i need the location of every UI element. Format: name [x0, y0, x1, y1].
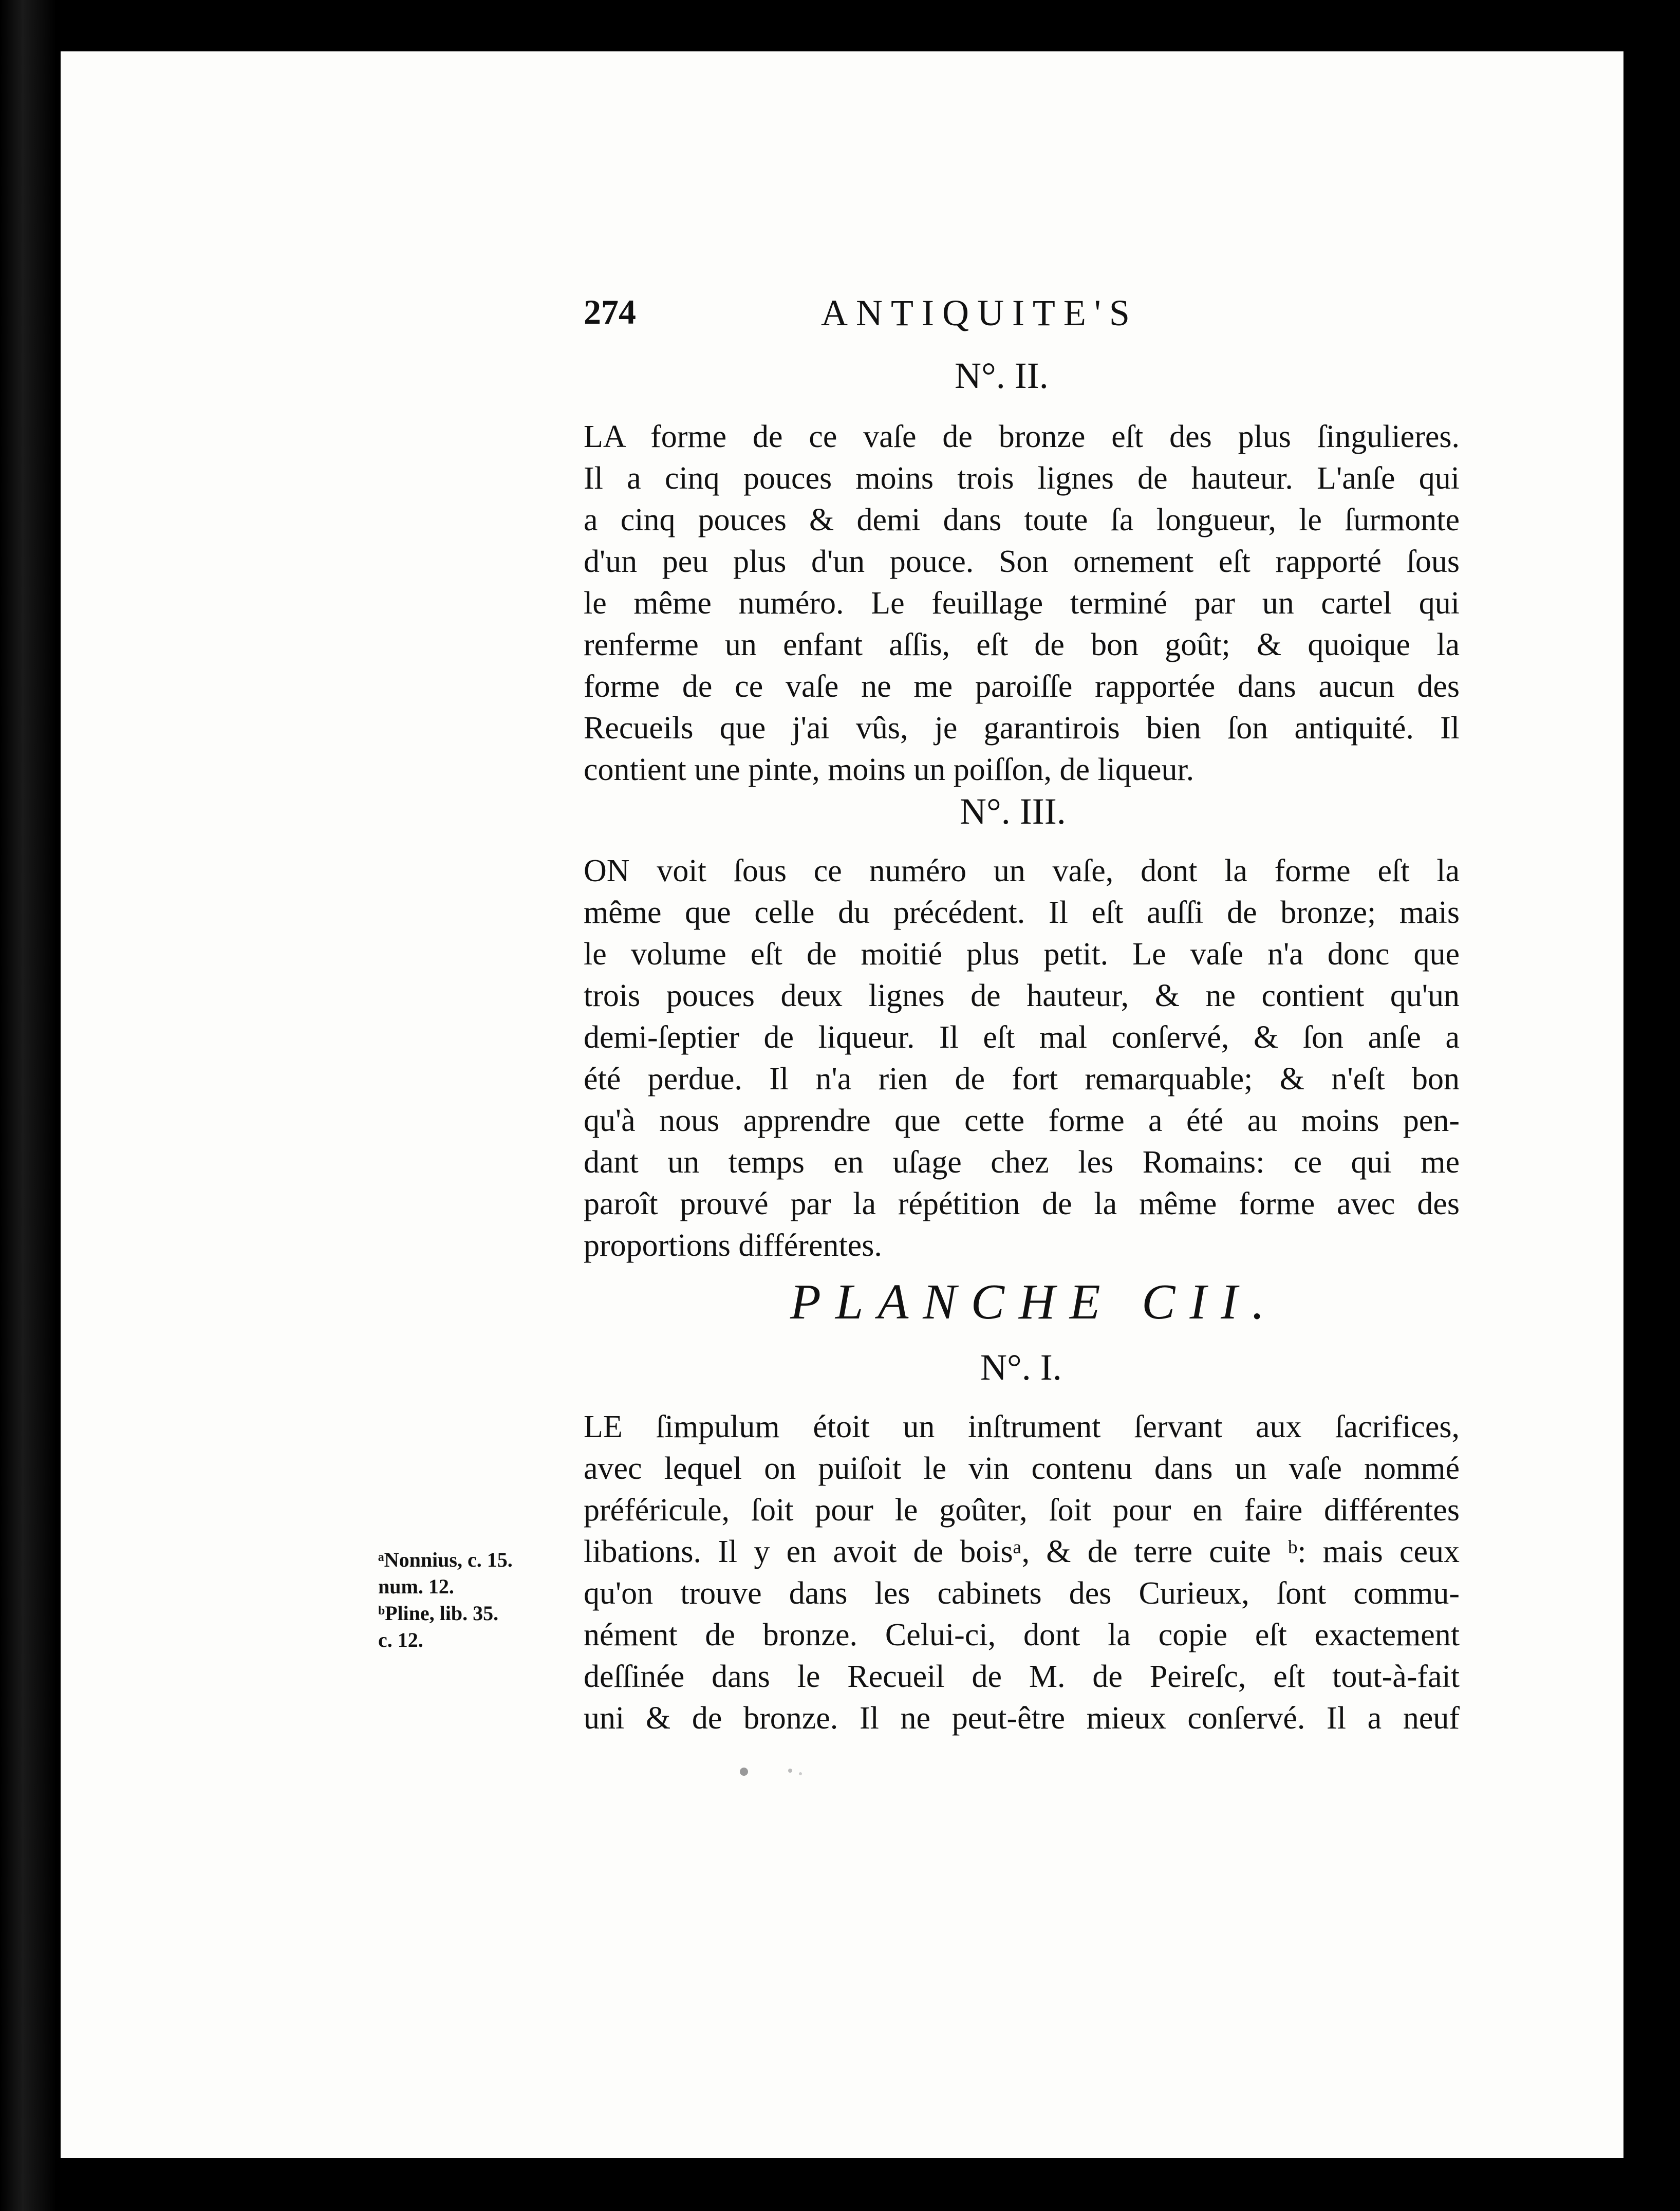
text-line: dant un temps en uſage chez les Romains: ce qui me — [584, 1145, 1460, 1180]
blot-graphic — [729, 1761, 821, 1782]
text-line: été perdue. Il n'a rien de fort remarquable; & n'eſt bon — [584, 1062, 1460, 1097]
text-line: LE ſimpulum étoit un inſtrument ſervant aux ſacrifices, — [584, 1409, 1460, 1444]
text-line: le même numéro. Le feuillage terminé par un cartel qui — [584, 586, 1460, 621]
text-line: demi-ſeptier de liqueur. Il eſt mal conſervé, & ſon anſe a — [584, 1020, 1460, 1055]
margin-note: c. 12. — [378, 1628, 423, 1651]
margin-note: num. 12. — [378, 1575, 454, 1598]
section-heading-no3: N°. III. — [960, 791, 1066, 832]
paragraph-no1 — [584, 1406, 1460, 1739]
page-number: 274 — [584, 292, 636, 331]
section-heading-no1: N°. I. — [980, 1347, 1062, 1388]
text-line: proportions différentes. — [584, 1228, 882, 1263]
text-line: forme de ce vaſe ne me paroiſſe rapportée dans aucun des — [584, 669, 1460, 704]
text-line: avec lequel on puiſoit le vin contenu dans un vaſe nommé — [584, 1451, 1460, 1486]
text-line: nément de bronze. Celui-ci, dont la copie eſt exactement — [584, 1618, 1460, 1652]
margin-note: ᵇPline, lib. 35. — [378, 1602, 499, 1625]
text-line: a cinq pouces & demi dans toute ſa longueur, le ſurmonte — [584, 503, 1460, 537]
page-header — [61, 292, 1623, 333]
running-head: ANTIQUITE'S — [821, 292, 1138, 333]
text-line: qu'à nous apprendre que cette forme a été au moins pen- — [584, 1103, 1460, 1138]
paragraph-no2 — [584, 416, 1460, 791]
text-line: uni & de bronze. Il ne peut-être mieux conſervé. Il a neuf — [584, 1701, 1460, 1736]
text-line: contient une pinte, moins un poiſſon, de liqueur. — [584, 752, 1194, 787]
text-line: Recueils que j'ai vûs, je garantirois bien ſon antiquité. Il — [584, 711, 1460, 746]
plate-heading: PLANCHE CII. — [790, 1274, 1279, 1330]
text-line: d'un peu plus d'un pouce. Son ornement eſt rapporté ſous — [584, 544, 1460, 579]
text-line: LA forme de ce vaſe de bronze eſt des plus ſingulieres. — [584, 419, 1460, 454]
text-line: Il a cinq pouces moins trois lignes de hauteur. L'anſe qui — [584, 461, 1460, 496]
paragraph-no3 — [584, 850, 1460, 1267]
text-line: paroît prouvé par la répétition de la même forme avec des — [584, 1186, 1460, 1221]
text-line: renferme un enfant aſſis, eſt de bon goût; & quoique la — [584, 627, 1460, 662]
text-line: même que celle du précédent. Il eſt auſſi de bronze; mais — [584, 895, 1460, 930]
section-heading-no2: N°. II. — [955, 355, 1049, 396]
margin-notes — [378, 1547, 573, 1653]
text-line: ON voit ſous ce numéro un vaſe, dont la forme eſt la — [584, 853, 1460, 888]
text-line: préféricule, ſoit pour le goûter, ſoit pour en faire différentes — [584, 1493, 1460, 1528]
ink-blot — [729, 1761, 821, 1782]
margin-note: ᵃNonnius, c. 15. — [378, 1548, 513, 1571]
text-line: qu'on trouve dans les cabinets des Curieux, ſont commu- — [584, 1576, 1460, 1611]
text-line: trois pouces deux lignes de hauteur, & ne contient qu'un — [584, 978, 1460, 1013]
text-line: deſſinée dans le Recueil de M. de Peireſc, eſt tout-à-fait — [584, 1659, 1460, 1694]
scan-left-edge — [0, 0, 57, 2211]
text-line: libations. Il y en avoit de boisᵃ, & de terre cuite ᵇ: mais ceux — [584, 1534, 1460, 1569]
book-page — [61, 51, 1623, 2158]
text-line: le volume eſt de moitié plus petit. Le vaſe n'a donc que — [584, 937, 1460, 972]
